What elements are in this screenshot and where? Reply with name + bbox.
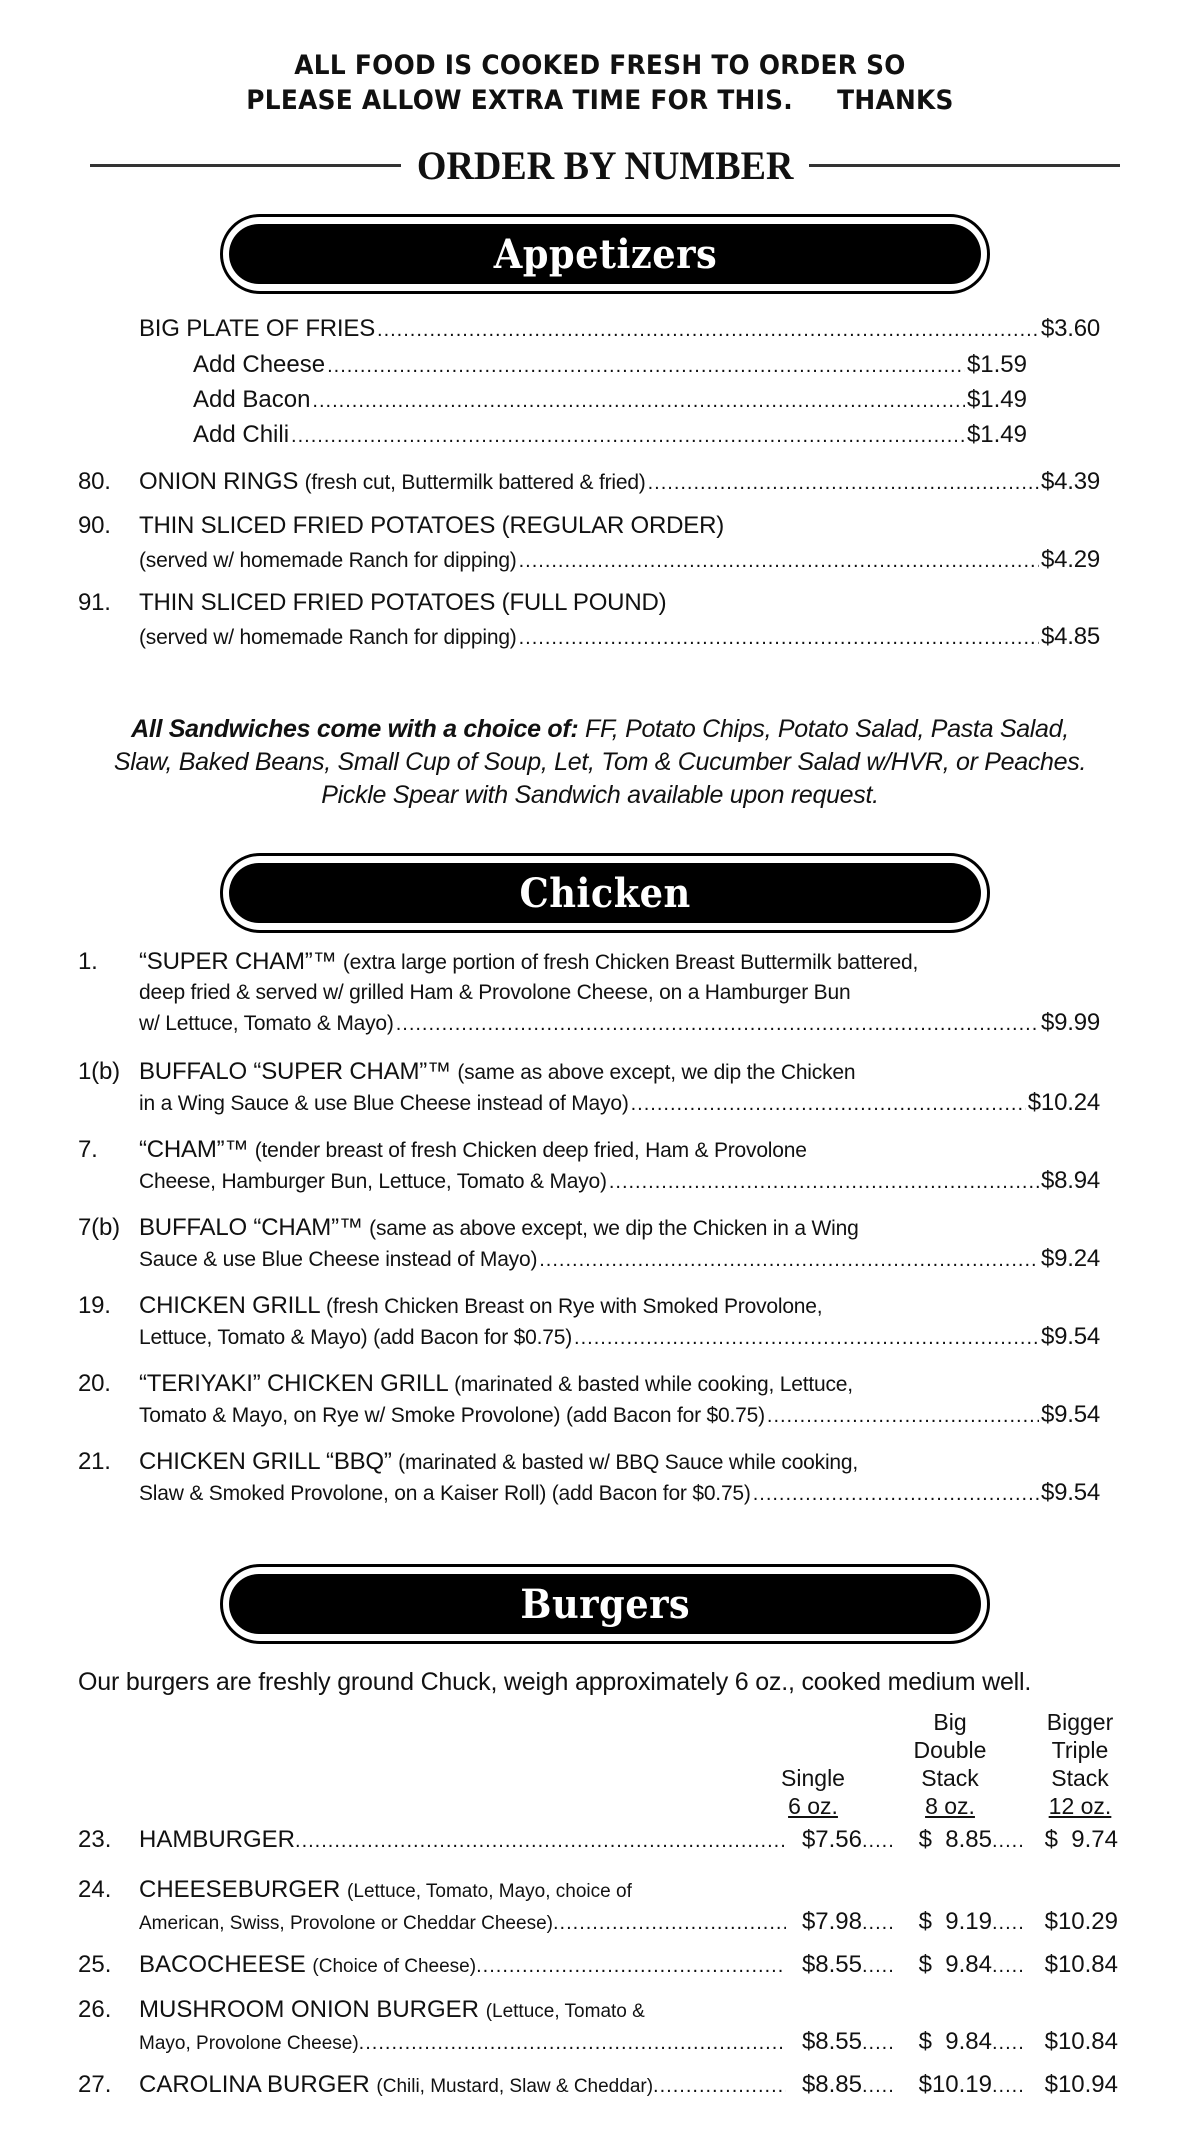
item-desc: (tender breast of fresh Chicken deep fried, Ham & Provolone [254,1139,807,1162]
item-name: BACOCHEESE [139,1951,306,1978]
item-desc: (served w/ homemade Ranch for dipping) [139,626,517,649]
item-number: 1(b) [78,1058,120,1085]
notice-line-1: ALL FOOD IS COOKED FRESH TO ORDER SO [294,50,906,81]
price-single: $8.55 [801,2028,862,2055]
item-desc: Lettuce, Tomato & Mayo) (add Bacon for $0.75) [139,1326,573,1349]
section-banner-chicken [220,853,990,933]
divider-left [90,164,401,167]
item-name: BUFFALO “SUPER CHAM”™ [139,1058,451,1085]
note-line-2: Slaw, Baked Beans, Small Cup of Soup, Let, Tom & Cucumber Salad w/HVR, or Peaches. [113,748,1087,776]
item-name: “TERIYAKI” CHICKEN GRILL [139,1370,448,1397]
item-desc: (same as above except, we dip the Chicken in a Wing [369,1217,859,1240]
dot-leader [653,2070,786,2101]
dot-leader [476,1950,786,1981]
column-label: Bigger [1046,1709,1114,1735]
section-banner-burgers [220,1564,990,1644]
dot-leader [291,420,965,451]
section-title: Appetizers [493,230,717,278]
item-name: “SUPER CHAM”™ [139,948,337,975]
item-desc: Tomato & Mayo, on Rye w/ Smoke Provolone) (add Bacon for $0.75) [139,1404,765,1427]
dot-leader [553,1907,786,1938]
item-price: $4.29 [1040,546,1100,573]
addon-price: $1.49 [966,421,1027,448]
item-desc: (Lettuce, Tomato & [485,2001,645,2022]
item-name: CHICKEN GRILL [139,1292,320,1319]
note-line-3: Pickle Spear with Sandwich available upon request. [321,781,879,809]
section-title: Chicken [519,869,691,917]
dot-leader [359,2027,786,2058]
price-triple: $10.29 [1044,1908,1118,1935]
price-triple: $10.84 [1044,2028,1118,2055]
column-label: Stack [921,1765,979,1791]
item-name: CAROLINA BURGER [139,2071,370,2098]
item-desc: (Choice of Cheese) [312,1956,477,1977]
item-price: $3.60 [1040,315,1100,342]
column-label: Triple [1051,1737,1109,1763]
column-header-triple [1030,1708,1130,1820]
dot-leader [295,1825,786,1856]
price-triple: $ 9.74 [1044,1826,1118,1853]
item-number: 20. [78,1370,111,1397]
column-label: Single [781,1765,845,1791]
item-desc: (fresh Chicken Breast on Rye with Smoked Provolone, [326,1295,823,1318]
column-label: Big [933,1709,967,1735]
item-number: 24. [78,1876,112,1903]
item-desc: Slaw & Smoked Provolone, on a Kaiser Roll) (add Bacon for $0.75) [139,1482,751,1505]
item-name: BIG PLATE OF FRIES [139,315,376,342]
item-number: 23. [78,1826,112,1853]
item-price: $10.24 [1027,1089,1100,1116]
dot-leader: ..... [992,2075,1025,2097]
item-desc: (same as above except, we dip the Chicken [457,1061,856,1084]
price-single: $7.56 [801,1826,862,1853]
section-title: Burgers [520,1580,690,1628]
item-number: 90. [78,512,111,539]
dot-leader [327,350,965,381]
item-price: $9.54 [1040,1401,1100,1428]
item-desc: (Lettuce, Tomato, Mayo, choice of [347,1881,632,1902]
item-price: $4.85 [1040,623,1100,650]
dot-leader: ..... [862,1830,895,1852]
dot-leader [574,1323,1039,1353]
item-number: 26. [78,1996,112,2023]
order-by-number-heading [90,140,1120,190]
dot-leader [377,314,1039,345]
item-price: $9.99 [1040,1009,1100,1036]
dot-leader: ..... [992,1955,1025,1977]
dot-leader [519,623,1039,653]
addon-chili [193,420,1027,451]
addon-price: $1.59 [966,351,1027,378]
sandwich-sides-note [60,713,1140,812]
price-double: $ 9.84 [918,2028,992,2055]
section-banner-appetizers [220,214,990,294]
notice-line-2: PLEASE ALLOW EXTRA TIME FOR THIS. [246,85,794,116]
item-desc: (fresh cut, Buttermilk battered & fried) [304,471,646,494]
item-number: 91. [78,589,111,616]
dot-leader [396,1009,1039,1039]
item-desc: (extra large portion of fresh Chicken Breast Buttermilk battered, [342,951,919,974]
item-name: BUFFALO “CHAM”™ [139,1214,363,1241]
addon-name: Add Bacon [193,386,311,413]
dot-leader: ..... [992,2032,1025,2054]
column-weight: 6 oz. [788,1793,838,1819]
price-single: $8.85 [801,2071,862,2098]
item-name: ONION RINGS [139,468,299,495]
item-desc: Mayo, Provolone Cheese) [139,2033,359,2054]
item-desc: (marinated & basted w/ BBQ Sauce while cooking, [398,1451,859,1474]
column-weight: 12 oz. [1048,1793,1112,1819]
dot-leader [519,546,1039,576]
item-number: 25. [78,1951,112,1978]
dot-leader [767,1401,1039,1431]
item-name: CHICKEN GRILL “BBQ” [139,1448,392,1475]
order-title-text: ORDER BY NUMBER [416,142,794,188]
item-desc: (marinated & basted while cooking, Lettuce, [454,1373,853,1396]
dot-leader: ..... [992,1912,1025,1934]
dot-leader: ..... [862,1912,895,1934]
addon-name: Add Cheese [193,351,326,378]
item-desc: (Chili, Mustard, Slaw & Cheddar) [376,2076,654,2097]
item-price: $9.54 [1040,1323,1100,1350]
note-bold: All Sandwiches come with a choice of: [131,715,579,743]
item-desc: in a Wing Sauce & use Blue Cheese instead of Mayo) [139,1092,629,1115]
dot-leader [631,1089,1026,1119]
addon-bacon [193,385,1027,416]
price-double: $ 8.85 [918,1826,992,1853]
item-price: $8.94 [1040,1167,1100,1194]
dot-leader: ..... [862,2075,895,2097]
dot-leader [609,1167,1039,1197]
item-desc: deep fried & served w/ grilled Ham & Provolone Cheese, on a Hamburger Bun [139,981,851,1004]
item-desc: Cheese, Hamburger Bun, Lettuce, Tomato & Mayo) [139,1170,607,1193]
item-name: HAMBURGER [139,1826,296,1853]
price-double: $10.19 [918,2071,992,2098]
column-label: Double [913,1737,987,1763]
burgers-intro: Our burgers are freshly ground Chuck, weigh approximately 6 oz., cooked medium well. [78,1668,1032,1696]
dot-leader [539,1245,1039,1275]
item-desc: American, Swiss, Provolone or Cheddar Cheese) [139,1913,553,1934]
item-name: “CHAM”™ [139,1136,249,1163]
item-name: THIN SLICED FRIED POTATOES (FULL POUND) [139,589,667,616]
column-header-single [768,1708,858,1820]
item-name: MUSHROOM ONION BURGER [139,1996,480,2023]
column-header-double [900,1708,1000,1820]
item-number: 1. [78,948,98,975]
price-triple: $10.84 [1044,1951,1118,1978]
dot-leader: ..... [862,1955,895,1977]
item-desc: (served w/ homemade Ranch for dipping) [139,549,517,572]
dot-leader: ..... [862,2032,895,2054]
price-double: $ 9.84 [918,1951,992,1978]
item-number: 27. [78,2071,112,2098]
item-number: 19. [78,1292,111,1319]
dot-leader [648,467,1039,498]
dot-leader: ..... [992,1830,1025,1852]
price-double: $ 9.19 [918,1908,992,1935]
price-triple: $10.94 [1044,2071,1118,2098]
note-line-1: FF, Potato Chips, Potato Salad, Pasta Salad, [578,715,1069,743]
price-single: $8.55 [801,1951,862,1978]
dot-leader [753,1479,1039,1509]
addon-name: Add Chili [193,421,290,448]
price-single: $7.98 [801,1908,862,1935]
item-number: 80. [78,468,111,495]
divider-right [809,164,1120,167]
item-number: 7(b) [78,1214,120,1241]
column-weight: 8 oz. [925,1793,975,1819]
cooked-fresh-notice [48,48,1152,118]
addon-price: $1.49 [966,386,1027,413]
item-price: $9.54 [1040,1479,1100,1506]
notice-thanks: THANKS [837,85,954,116]
item-number: 7. [78,1136,98,1163]
item-name: THIN SLICED FRIED POTATOES (REGULAR ORDER) [139,512,725,539]
item-number: 21. [78,1448,111,1475]
item-price: $9.24 [1040,1245,1100,1272]
item-desc: w/ Lettuce, Tomato & Mayo) [139,1012,394,1035]
item-desc: Sauce & use Blue Cheese instead of Mayo) [139,1248,538,1271]
item-name: CHEESEBURGER [139,1876,341,1903]
item-price: $4.39 [1040,468,1100,495]
dot-leader [312,385,965,416]
column-label: Stack [1051,1765,1109,1791]
addon-cheese [193,350,1027,381]
